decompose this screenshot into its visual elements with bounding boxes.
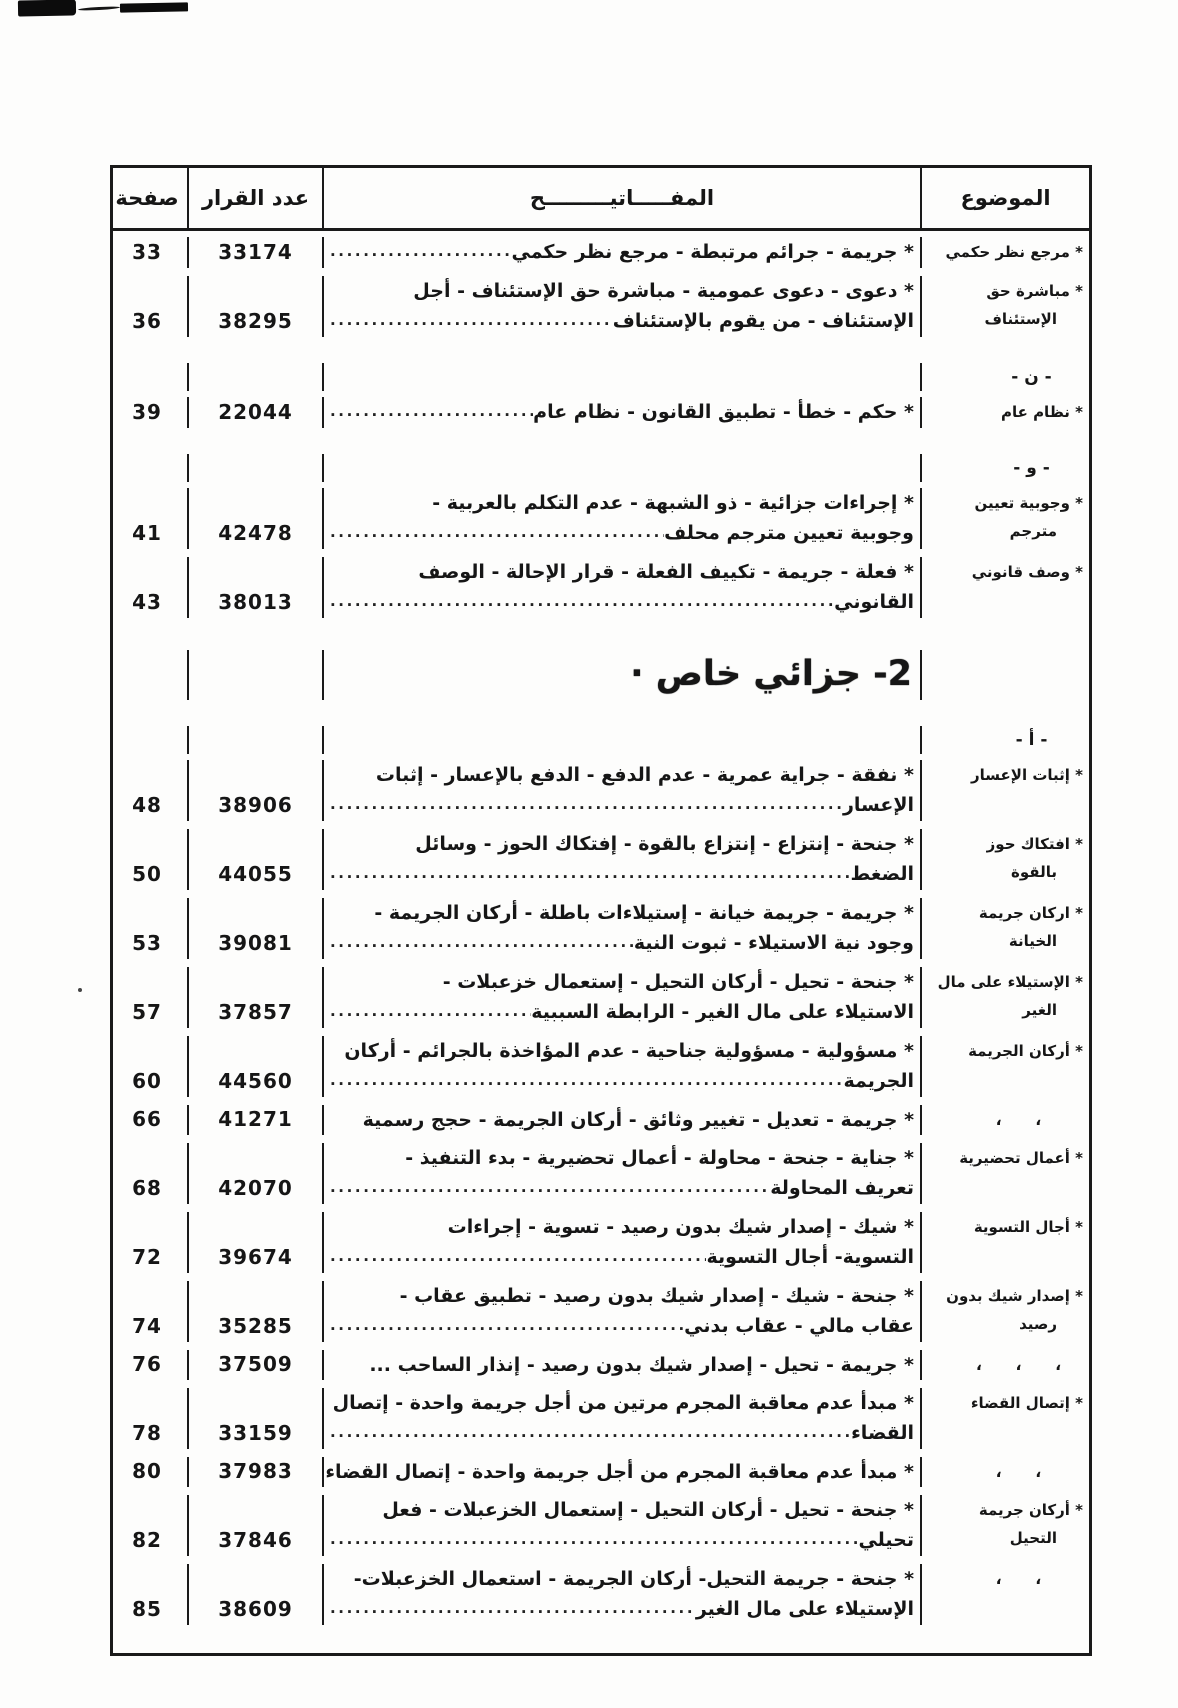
keys-line xyxy=(330,1594,914,1625)
subject-cell xyxy=(920,898,1089,959)
keys-line xyxy=(330,1212,914,1242)
decision-number: 38906 xyxy=(187,760,322,821)
keys-text: الجريمة xyxy=(843,1070,914,1092)
keys-text: * نفقة - جراية عمرية - عدم الدفع - الدفع بالإعسار - إثبات xyxy=(375,764,914,786)
subject-line: * مباشرة حق xyxy=(986,282,1083,300)
header-subject: الموضوع xyxy=(920,168,1089,228)
keys-cell xyxy=(322,363,920,391)
subject-cell xyxy=(920,726,1089,754)
keys-text: الإستيلاء على مال الغير xyxy=(695,1598,914,1620)
table-row xyxy=(113,363,1089,391)
keys-text: وجوبية تعيين مترجم محلف xyxy=(664,522,914,544)
keys-line xyxy=(330,1418,914,1449)
table-row xyxy=(113,551,1089,620)
keys-cell xyxy=(322,1350,920,1380)
subject-cell xyxy=(920,1105,1089,1135)
subject-line: * مرجع نظر حكمي xyxy=(945,243,1083,261)
dotted-leader xyxy=(330,1065,843,1095)
keys-cell xyxy=(322,488,920,549)
keys-line xyxy=(330,1242,914,1273)
keys-line xyxy=(330,898,914,928)
decision-number: 38013 xyxy=(187,557,322,618)
subject-line: * إصدار شيك بدون xyxy=(946,1287,1083,1305)
keys-line xyxy=(330,1143,914,1173)
keys-line xyxy=(330,967,914,997)
table-row xyxy=(113,1099,1089,1137)
keys-line xyxy=(330,1388,914,1418)
section-heading: 2- جزائي خاص · xyxy=(630,654,912,694)
subject-line: * اركان جريمة xyxy=(978,904,1083,922)
scan-artifact-bar xyxy=(120,2,188,12)
keys-cell xyxy=(322,650,920,700)
decision-number: 41271 xyxy=(187,1105,322,1135)
keys-line xyxy=(330,997,914,1028)
subject-cell xyxy=(920,1281,1089,1342)
keys-cell xyxy=(322,557,920,618)
decision-number: 22044 xyxy=(187,397,322,428)
subject-cell xyxy=(920,454,1089,482)
keys-text: * شيك - إصدار شيك بدون رصيد - تسوية - إجراءات xyxy=(447,1216,914,1238)
keys-cell xyxy=(322,898,920,959)
subject-line: * إتصال القضاء xyxy=(970,1394,1083,1412)
keys-text: تعريف المحاولة xyxy=(770,1177,914,1199)
keys-text: الضغط xyxy=(850,863,914,885)
dotted-leader xyxy=(330,927,634,957)
table-row xyxy=(113,823,1089,892)
subject-cell xyxy=(920,237,1089,268)
keys-text: تحيلي xyxy=(858,1529,914,1551)
subject-cell xyxy=(920,557,1089,618)
keys-text: * مسؤولية - مسؤولية جناحية - عدم المؤاخذة بالجرائم - أركان xyxy=(344,1040,914,1062)
keys-cell xyxy=(322,726,920,754)
decision-cell xyxy=(187,726,322,754)
subject-line: * أركان جريمة xyxy=(978,1501,1083,1519)
subject-line: * وصف قانوني xyxy=(971,563,1083,581)
keys-line xyxy=(330,557,914,587)
table-row xyxy=(113,1344,1089,1382)
keys-text: * فعلة - جريمة - تكييف الفعلة - قرار الإحالة - الوصف xyxy=(418,561,914,583)
page-number: 50 xyxy=(132,862,162,886)
page-number: 76 xyxy=(132,1352,162,1376)
keys-line xyxy=(330,488,914,518)
dotted-leader xyxy=(330,305,613,335)
subject-line: ، ، xyxy=(995,1569,1042,1588)
subject-cell xyxy=(920,1350,1089,1380)
subject-line: * إثبات الإعسار xyxy=(971,766,1083,784)
keys-text: * جريمة - جرائم مرتبطة - مرجع نظر حكمي xyxy=(511,241,914,263)
table-row xyxy=(113,726,1089,754)
keys-text: * جنحة - تحيل - أركان التحيل - إستعمال خزعبلات - xyxy=(442,971,914,993)
keys-cell xyxy=(322,237,920,268)
keys-line xyxy=(330,1105,914,1135)
table-row xyxy=(113,1558,1089,1627)
scan-artifact-blob xyxy=(18,0,76,17)
keys-line xyxy=(325,1457,914,1487)
keys-text: التسوية- أجال التسوية xyxy=(706,1246,914,1268)
subject-cell xyxy=(920,650,1089,700)
keys-line xyxy=(330,276,914,306)
subject-line: الغير xyxy=(1022,1001,1057,1019)
page-number: 33 xyxy=(132,240,162,264)
dotted-leader xyxy=(330,1417,851,1447)
table-body xyxy=(113,231,1089,1653)
decision-number: 39674 xyxy=(187,1212,322,1273)
keys-line xyxy=(330,397,914,428)
decision-cell xyxy=(187,650,322,700)
keys-text: * جنحة - إنتزاع - إنتزاع بالقوة - إفتكاك الحوز - وسائل xyxy=(415,833,914,855)
page-number: 41 xyxy=(132,521,162,545)
keys-line xyxy=(330,1350,914,1380)
keys-line xyxy=(330,587,914,618)
table-row xyxy=(113,1382,1089,1451)
decision-number: 33159 xyxy=(187,1388,322,1449)
keys-text: الإعسار xyxy=(842,794,914,816)
page-number: 68 xyxy=(132,1176,162,1200)
keys-line xyxy=(330,1311,914,1342)
keys-text: * جريمة - تعديل - تغيير وثائق - أركان الجريمة - حجج رسمية xyxy=(362,1109,914,1131)
decision-number: 39081 xyxy=(187,898,322,959)
keys-cell xyxy=(322,1564,920,1625)
keys-line xyxy=(330,829,914,859)
keys-line xyxy=(330,859,914,890)
index-table xyxy=(110,165,1092,1656)
decision-number: 37509 xyxy=(187,1350,322,1380)
keys-text: * مبدأ عدم معاقبة المجرم من أجل جريمة واحدة - إتصال القضاء xyxy=(325,1461,914,1483)
keys-cell xyxy=(322,397,920,428)
keys-cell xyxy=(322,1495,920,1556)
scan-artifact-squiggle xyxy=(78,6,120,11)
keys-cell xyxy=(322,1143,920,1204)
dotted-leader xyxy=(330,586,834,616)
table-row xyxy=(113,391,1089,430)
keys-cell xyxy=(322,967,920,1028)
page-number: 53 xyxy=(132,931,162,955)
keys-line xyxy=(330,1066,914,1097)
subject-line: الخيانة xyxy=(1008,932,1057,950)
keys-text: القضاء xyxy=(851,1422,914,1444)
table-row xyxy=(113,1030,1089,1099)
subject-cell xyxy=(920,276,1089,337)
table-row xyxy=(113,1275,1089,1344)
subject-line: الإستئناف xyxy=(984,310,1057,328)
subject-line: * افتكاك حوز xyxy=(986,835,1083,853)
keys-text: القانوني xyxy=(834,591,914,613)
subject-cell xyxy=(920,363,1089,391)
keys-text: * جريمة - جريمة خيانة - إستيلاءات باطلة - أركان الجريمة - xyxy=(374,902,914,924)
page-number: 39 xyxy=(132,400,162,424)
page-number: 80 xyxy=(132,1459,162,1483)
subject-line: * نظام عام xyxy=(1000,403,1083,421)
table-row xyxy=(113,961,1089,1030)
keys-cell xyxy=(322,1105,920,1135)
decision-number: 38609 xyxy=(187,1564,322,1625)
decision-number: 33174 xyxy=(187,237,322,268)
header-page: صفحة xyxy=(115,186,179,210)
keys-line xyxy=(330,306,914,337)
table-row xyxy=(113,650,1089,700)
dotted-leader xyxy=(330,1172,770,1202)
subject-cell xyxy=(920,1212,1089,1273)
keys-line xyxy=(330,928,914,959)
subject-line: ، ، xyxy=(995,1110,1042,1129)
keys-cell xyxy=(322,829,920,890)
section-marker: - أ - xyxy=(1015,730,1048,750)
dotted-leader xyxy=(330,996,531,1026)
page-number: 36 xyxy=(132,309,162,333)
subject-cell xyxy=(920,1495,1089,1556)
subject-line: رصيد xyxy=(1019,1315,1057,1333)
page-number: 57 xyxy=(132,1000,162,1024)
subject-line: التحيل xyxy=(1009,1529,1057,1547)
decision-cell xyxy=(187,363,322,391)
page-number: 82 xyxy=(132,1528,162,1552)
subject-line: * أجال التسوية xyxy=(973,1218,1083,1236)
keys-line xyxy=(330,1281,914,1311)
dotted-leader xyxy=(330,1593,696,1623)
subject-cell xyxy=(920,967,1089,1028)
keys-cell xyxy=(322,1457,920,1487)
decision-number: 37983 xyxy=(187,1457,322,1487)
dotted-leader xyxy=(330,236,511,266)
subject-cell xyxy=(920,829,1089,890)
keys-line xyxy=(330,1036,914,1066)
subject-line: * وجوبية تعيين xyxy=(974,494,1083,512)
subject-cell xyxy=(920,1143,1089,1204)
page-cell xyxy=(107,363,187,391)
decision-number: 44560 xyxy=(187,1036,322,1097)
keys-cell xyxy=(322,1281,920,1342)
subject-line: ، ، xyxy=(995,1462,1042,1481)
keys-text: * حكم - خطأ - تطبيق القانون - نظام عام xyxy=(533,401,914,423)
subject-cell xyxy=(920,1036,1089,1097)
table-row xyxy=(113,482,1089,551)
decision-number: 37846 xyxy=(187,1495,322,1556)
dotted-leader xyxy=(330,517,664,547)
keys-text: * جناية - جنحة - محاولة - أعمال تحضيرية - بدء التنفيذ - xyxy=(405,1147,914,1169)
keys-cell xyxy=(322,276,920,337)
page-number: 48 xyxy=(132,793,162,817)
page-cell xyxy=(107,650,187,700)
table-row xyxy=(113,1137,1089,1206)
decision-number: 35285 xyxy=(187,1281,322,1342)
keys-text: * جنحة - تحيل - أركان التحيل - إستعمال الخزعبلات - فعل xyxy=(382,1499,914,1521)
keys-text: * جنحة - جريمة التحيل- أركان الجريمة - استعمال الخزعبلات- xyxy=(353,1568,914,1590)
subject-cell xyxy=(920,760,1089,821)
dotted-leader xyxy=(330,1524,858,1554)
dotted-leader xyxy=(330,1241,706,1271)
keys-text: عقاب مالي - عقاب بدني xyxy=(684,1315,914,1337)
page-number: 78 xyxy=(132,1421,162,1445)
subject-cell xyxy=(920,1388,1089,1449)
keys-text: * دعوى - دعوى عمومية - مباشرة حق الإستئناف - أجل xyxy=(413,280,914,302)
page-number: 66 xyxy=(132,1107,162,1131)
decision-number: 44055 xyxy=(187,829,322,890)
dotted-leader xyxy=(330,1310,684,1340)
table-row xyxy=(113,270,1089,339)
section-marker: - و - xyxy=(1013,458,1050,478)
page-number: 43 xyxy=(132,590,162,614)
table-row xyxy=(113,454,1089,482)
subject-line: ، ، ، xyxy=(975,1355,1062,1374)
subject-line: بالقوة xyxy=(1011,863,1057,881)
page-number: 72 xyxy=(132,1245,162,1269)
decision-number: 38295 xyxy=(187,276,322,337)
keys-text: * إجراءات جزائية - ذو الشبهة - عدم التكلم بالعربية - xyxy=(432,492,914,514)
section-marker: - ن - xyxy=(1011,367,1052,387)
decision-number: 37857 xyxy=(187,967,322,1028)
keys-text: الإستئناف - من يقوم بالإستئناف xyxy=(612,310,914,332)
keys-line xyxy=(330,1173,914,1204)
header-decision-number: عدد القرار xyxy=(187,168,322,228)
table-row xyxy=(113,892,1089,961)
table-row xyxy=(113,1489,1089,1558)
page-number: 60 xyxy=(132,1069,162,1093)
decision-cell xyxy=(187,454,322,482)
keys-cell xyxy=(322,1212,920,1273)
subject-cell xyxy=(920,1564,1089,1625)
header-keys: المفـــــاتيـــــــــح xyxy=(322,168,920,228)
keys-line xyxy=(330,790,914,821)
keys-text: * جريمة - تحيل - إصدار شيك بدون رصيد - إنذار الساحب ... xyxy=(369,1354,914,1376)
keys-text: * جنحة - شيك - إصدار شيك بدون رصيد - تطبيق عقاب - xyxy=(399,1285,914,1307)
table-row xyxy=(113,1206,1089,1275)
subject-line: مترجم xyxy=(1009,522,1057,540)
subject-cell xyxy=(920,397,1089,428)
keys-text: وجود نية الاستيلاء - ثبوت النية xyxy=(633,932,914,954)
table-row xyxy=(113,754,1089,823)
keys-line xyxy=(330,1495,914,1525)
subject-line: * أعمال تحضيرية xyxy=(959,1149,1083,1167)
keys-line xyxy=(330,1564,914,1594)
subject-cell xyxy=(920,488,1089,549)
decision-number: 42478 xyxy=(187,488,322,549)
dotted-leader xyxy=(330,396,533,426)
table-header-row xyxy=(113,168,1089,231)
keys-cell xyxy=(322,760,920,821)
dotted-leader xyxy=(330,789,843,819)
page-cell xyxy=(107,726,187,754)
subject-line: * الإستيلاء على مال xyxy=(937,973,1083,991)
scan-artifact-dot xyxy=(78,988,82,992)
keys-line xyxy=(330,760,914,790)
keys-text: * مبدأ عدم معاقبة المجرم مرتين من أجل جريمة واحدة - إتصال xyxy=(332,1392,914,1414)
table-row xyxy=(113,231,1089,270)
keys-cell xyxy=(322,1036,920,1097)
table-row xyxy=(113,1451,1089,1489)
keys-cell xyxy=(322,454,920,482)
keys-line xyxy=(330,518,914,549)
keys-line xyxy=(330,237,914,268)
keys-line xyxy=(330,1525,914,1556)
decision-number: 42070 xyxy=(187,1143,322,1204)
keys-text: الاستيلاء على مال الغير - الرابطة السببية xyxy=(531,1001,914,1023)
dotted-leader xyxy=(330,858,851,888)
page-cell xyxy=(107,454,187,482)
page-number: 85 xyxy=(132,1597,162,1621)
keys-cell xyxy=(322,1388,920,1449)
subject-cell xyxy=(920,1457,1089,1487)
page-number: 74 xyxy=(132,1314,162,1338)
subject-line: * أركان الجريمة xyxy=(968,1042,1083,1060)
